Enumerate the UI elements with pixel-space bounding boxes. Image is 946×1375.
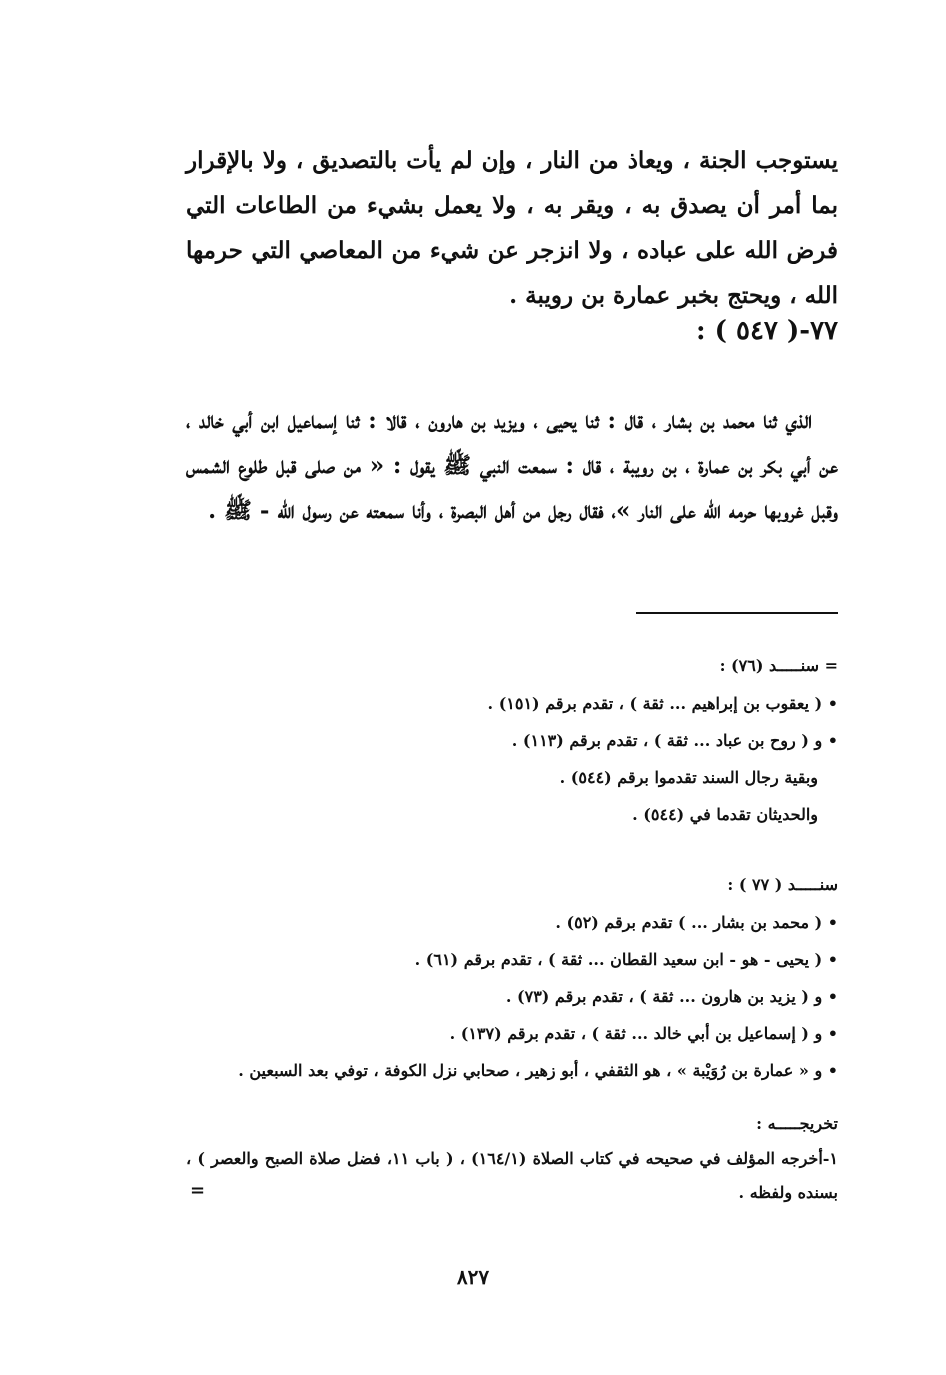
continuation-mark: = — [190, 1180, 206, 1201]
sanad-76-line: وبقية رجال السند تقدموا برقم (٥٤٤) . — [559, 768, 818, 787]
sanad-77-title: سنـــــد ( ٧٧ ) : — [727, 875, 838, 894]
takhrij-title: تخريجـــــه : — [756, 1114, 838, 1133]
paragraph-text: يستوجب الجنة ، ويعاذ من النار ، وإن لم يأت بالتصديق ، ولا بالإقرار بما أمر أن يصدق به ، ويقر به ، ولا يعمل بشيء من الطاعات التي فرض الله على عباده ، ولا انزجر عن شيء من المعاصي التي حرمها الله ، ويحتج بخبر عمارة بن رويبة . — [186, 147, 838, 309]
footnote-separator — [636, 612, 838, 614]
sanad-76-line: • و ( روح بن عباد ... ثقة ) ، تقدم برقم (١١٣) . — [511, 731, 838, 750]
sanad-77-line: • و ( يزيد بن هارون ... ثقة ) ، تقدم برقم (٧٣) . — [505, 987, 838, 1006]
sanad-76-section — [186, 647, 838, 833]
takhrij-section — [186, 1106, 838, 1210]
hadith-number-heading: ٧٧-( ٥٤٧ ) : — [695, 316, 838, 346]
sanad-76-line: • ( يعقوب بن إبراهيم ... ثقة ) ، تقدم برقم (١٥١) . — [487, 694, 838, 713]
hadith-text: الذي ثنا محمد بن بشار ، قال : ثنا يحيى ، ويزيد بن هارون ، قالا : ثنا إسماعيل ابن أبي خالد ، عن أبي بكر بن عمارة ، بن رويبة ، قال : سمعت النبي ﷺ يقول : « من صلى قبل طلوع الشمس وقبل غروبها حرمه الله على النار »، فقال رجل من أهل البصرة ، وأنا سمعته عن رسول الله - ﷺ . — [186, 407, 838, 524]
main-paragraph-continued — [186, 138, 838, 318]
sanad-77-line: • و « عمارة بن رُوَيْبة » ، هو الثقفي ، أبو زهير ، صحابي نزل الكوفة ، توفي بعد السبعين . — [238, 1061, 838, 1080]
takhrij-text: ١-أخرجه المؤلف في صحيحه في كتاب الصلاة (١٦٤/١) ، ( باب ١١، فضل صلاة الصبح والعصر ) ، بسنده ولفظه . — [186, 1149, 839, 1202]
sanad-77-section — [186, 866, 838, 1089]
page-number: ٨٢٧ — [456, 1265, 490, 1289]
hadith-paragraph — [186, 398, 838, 533]
sanad-77-line: • ( محمد بن بشار ... ) تقدم برقم (٥٢) . — [555, 913, 838, 932]
sanad-77-line: • ( يحيى - هو - ابن سعيد القطان ... ثقة ) ، تقدم برقم (٦١) . — [414, 950, 838, 969]
sanad-77-line: • و ( إسماعيل بن أبي خالد ... ثقة ) ، تقدم برقم (١٣٧) . — [449, 1024, 838, 1043]
sanad-76-title: = سنـــــد (٧٦) : — [719, 656, 838, 675]
sanad-76-line: والحديثان تقدما في (٥٤٤) . — [632, 805, 818, 824]
